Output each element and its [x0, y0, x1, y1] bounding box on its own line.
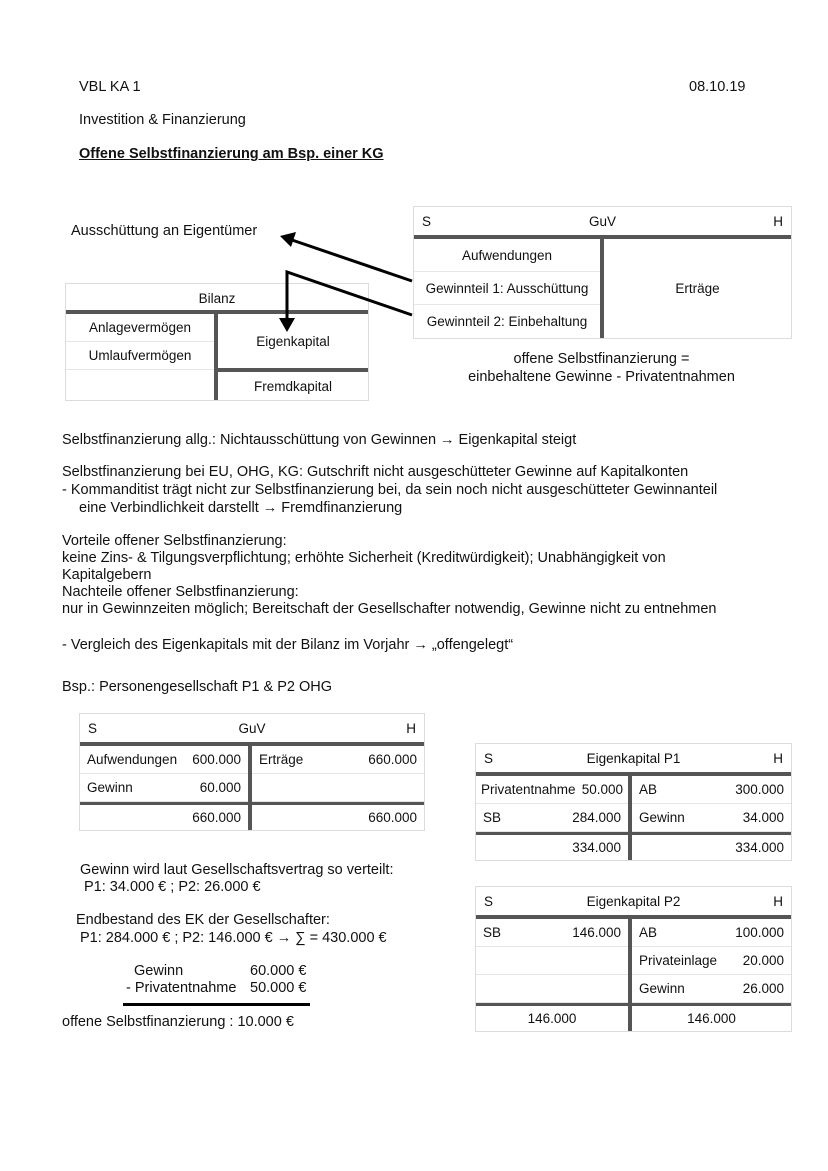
- soll-label: S: [484, 751, 494, 766]
- soll-label: S: [484, 894, 494, 909]
- row-label: AB: [639, 925, 658, 940]
- row-label: Aufwendungen: [87, 752, 178, 767]
- row-label: Gewinn: [639, 810, 685, 825]
- note-bullet-2: eine Verbindlichkeit darstellt → Fremdfinanzierung: [79, 500, 403, 516]
- eigenkapital-p2: [475, 886, 792, 1032]
- arrow-ausschuettung: [292, 240, 412, 281]
- row-label: SB: [483, 925, 502, 940]
- endbestand-text-1: Endbestand des EK der Gesellschafter:: [76, 912, 330, 928]
- pros-heading: Vorteile offener Selbstfinanzierung:: [62, 533, 287, 549]
- cons-heading: Nachteile offener Selbstfinanzierung:: [62, 584, 299, 600]
- total-right: 334.000: [735, 840, 784, 855]
- guv-aufwendungen: Aufwendungen: [414, 239, 600, 272]
- bilanz-umlaufvermoegen: Umlaufvermögen: [66, 342, 214, 370]
- date-label: 08.10.19: [689, 79, 746, 95]
- endbestand-text-2: P1: 284.000 € ; P2: 146.000 € → ∑ = 430.000 €: [80, 930, 387, 946]
- arrow-einbehaltung: [287, 272, 412, 320]
- example-heading: Bsp.: Personengesellschaft P1 & P2 OHG: [62, 679, 332, 695]
- distribution-text-1: Gewinn wird laut Gesellschaftsvertrag so verteilt:: [80, 862, 394, 878]
- guv-title: GuV: [588, 214, 616, 229]
- calc-divider: [123, 1003, 310, 1006]
- row-value: 284.000: [572, 810, 621, 825]
- row-value: 34.000: [742, 810, 784, 825]
- row-label: Privateinlage: [639, 953, 718, 968]
- total-left: 334.000: [572, 840, 621, 855]
- row-label: AB: [639, 782, 658, 797]
- guv-title: GuV: [238, 721, 266, 736]
- row-label: Gewinn: [639, 981, 685, 996]
- formula-line-2: einbehaltene Gewinne - Privatentnahmen: [468, 369, 735, 385]
- course-label: VBL KA 1: [79, 79, 141, 95]
- eigenkapital-p1: [475, 743, 792, 861]
- guv-ertraege: Erträge: [675, 281, 720, 296]
- pros-line-1: keine Zins- & Tilgungsverpflichtung; erhöhte Sicherheit (Kreditwürdigkeit); Unabhängigkeit von: [62, 550, 666, 566]
- distribution-text-2: P1: 34.000 € ; P2: 26.000 €: [84, 879, 261, 895]
- haben-label: H: [773, 894, 783, 909]
- calc-privat-label: - Privatentnahme: [126, 980, 237, 996]
- note-general: Selbstfinanzierung allg.: Nichtausschüttung von Gewinnen → Eigenkapital steigt: [62, 432, 577, 448]
- total-left: 146.000: [527, 1011, 577, 1026]
- distribution-label: Ausschüttung an Eigentümer: [71, 223, 258, 239]
- guv-gewinnteil-2: Gewinnteil 2: Einbehaltung: [426, 314, 588, 329]
- calc-gewinn-value: 60.000 €: [250, 963, 307, 979]
- calc-gewinn-label: Gewinn: [134, 963, 184, 979]
- row-value: 100.000: [735, 925, 784, 940]
- bilanz-title: Bilanz: [198, 291, 236, 306]
- subject-label: Investition & Finanzierung: [79, 112, 246, 128]
- calc-privat-value: 50.000 €: [250, 980, 307, 996]
- row-value: 600.000: [192, 752, 241, 767]
- bilanz-fremdkapital: Fremdkapital: [253, 378, 333, 394]
- formula-line-1: offene Selbstfinanzierung =: [513, 351, 690, 367]
- row-value: 660.000: [368, 752, 417, 767]
- haben-label: H: [773, 214, 783, 229]
- bilanz-eigenkapital: Eigenkapital: [218, 314, 368, 372]
- arrow-head-icon: [279, 318, 295, 332]
- bilanz-anlagevermoegen: Anlagevermögen: [66, 314, 214, 342]
- note-eu-ohg-kg: Selbstfinanzierung bei EU, OHG, KG: Gutschrift nicht ausgeschütteter Gewinne auf Kapitalkonten: [62, 464, 689, 480]
- soll-label: S: [88, 721, 98, 736]
- example-guv: [79, 713, 425, 831]
- note-bullet-1: - Kommanditist trägt nicht zur Selbstfinanzierung bei, da sein noch nicht ausgeschütteter Gewinnanteil: [62, 482, 718, 498]
- row-value: 50.000: [581, 782, 623, 797]
- account-title: Eigenkapital P2: [586, 894, 681, 909]
- soll-label: S: [422, 214, 432, 229]
- calc-result: offene Selbstfinanzierung : 10.000 €: [62, 1014, 294, 1030]
- row-value: 146.000: [572, 925, 621, 940]
- page-title: Offene Selbstfinanzierung am Bsp. einer KG: [79, 146, 384, 162]
- row-label: Gewinn: [87, 780, 133, 795]
- total-left: 660.000: [192, 810, 241, 825]
- haben-label: H: [773, 751, 783, 766]
- cons-line-1: nur in Gewinnzeiten möglich; Bereitschaft der Gesellschafter notwendig, Gewinne nicht zu entnehmen: [62, 601, 717, 617]
- total-right: 146.000: [687, 1011, 736, 1026]
- row-value: 60.000: [199, 780, 241, 795]
- haben-label: H: [406, 721, 416, 736]
- total-right: 660.000: [368, 810, 417, 825]
- comparison-note: - Vergleich des Eigenkapitals mit der Bilanz im Vorjahr → „offengelegt“: [62, 637, 514, 653]
- row-value: 20.000: [742, 953, 784, 968]
- row-value: 300.000: [735, 782, 784, 797]
- row-label: SB: [483, 810, 502, 825]
- row-label: Privatentnahme: [481, 782, 576, 797]
- pros-line-2: Kapitalgebern: [62, 567, 152, 583]
- guv-gewinnteil-1: Gewinnteil 1: Ausschüttung: [414, 272, 600, 305]
- account-title: Eigenkapital P1: [586, 751, 681, 766]
- row-value: 26.000: [742, 981, 784, 996]
- row-label: Erträge: [259, 752, 304, 767]
